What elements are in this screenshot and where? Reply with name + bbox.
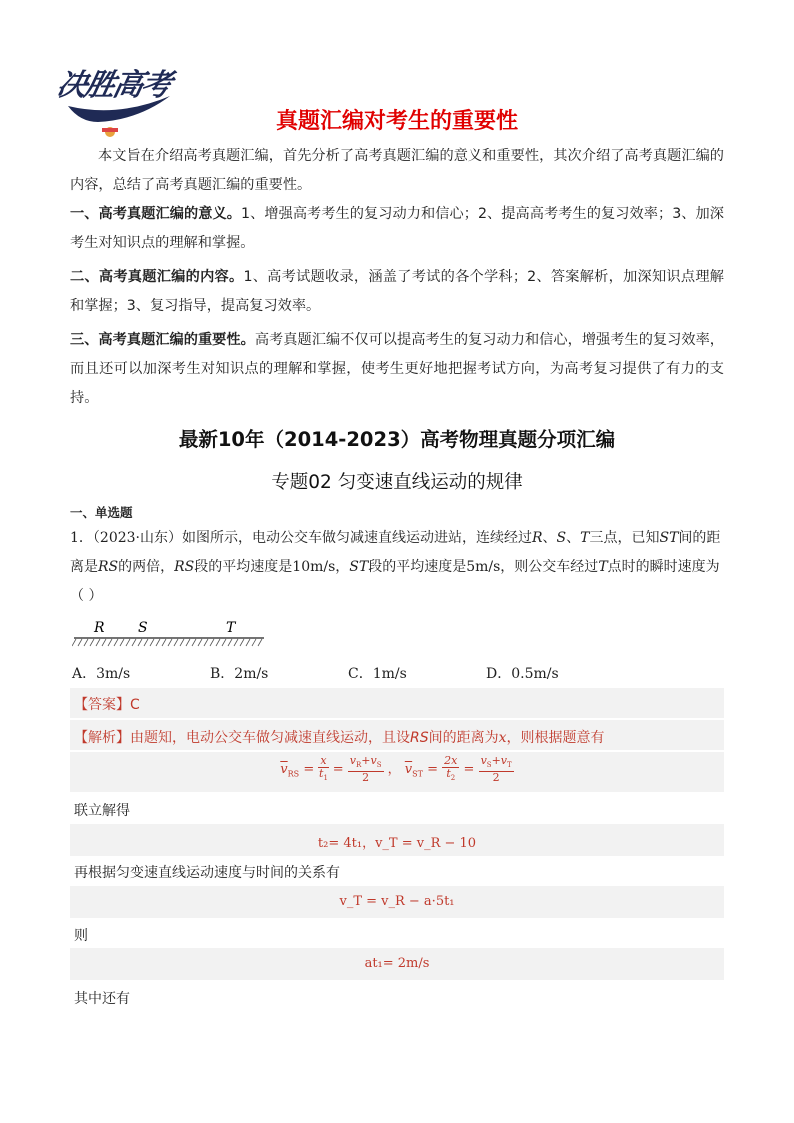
collection-title: 最新10年（2014-2023）高考物理真题分项汇编 [178, 428, 616, 451]
zai-text: 再根据匀变速直线运动速度与时间的关系有 [74, 865, 340, 881]
ze-text: 则 [74, 928, 88, 944]
question-1: 1．（2023·山东）如图所示，电动公交车做匀减速直线运动进站，连续经过R、S、T三点，已知ST间的距离是RS的两倍，RS段的平均速度是10m/s，ST段的平均速度是5m/s，则公交车经过T点时的瞬时速度为（ ） [70, 530, 721, 604]
section-heading: 一、单选题 [70, 505, 133, 520]
formula-4: at₁= 2m/s [364, 956, 430, 971]
point-2 [70, 263, 724, 321]
page-title: 真题汇编对考生的重要性 [275, 109, 518, 134]
analysis: 【解析】由题知，电动公交车做匀减速直线运动，且设RS间的距离为x，则根据题意有 [74, 730, 605, 746]
answer-band [70, 688, 724, 718]
topic-title: 专题02 匀变速直线运动的规律 [271, 472, 523, 493]
point-1-head: 一、高考真题汇编的意义。 [70, 206, 241, 222]
road-diagram [72, 616, 268, 652]
logo-text: 决胜高考 [53, 68, 173, 103]
point-1-body: 1、增强高考考生的复习动力和信心；2、提高高考考生的复习效率；3、加深考生对知识点的理解和掌握。 [70, 206, 724, 251]
answer: 【答案】C [74, 697, 140, 713]
point-3 [70, 326, 724, 413]
choice-b[interactable]: B．2m/s [210, 666, 269, 682]
formula-2: t₂= 4t₁，v_T = v_R − 10 [317, 836, 477, 851]
point-2-head: 二、高考真题汇编的内容。 [70, 269, 244, 285]
choice-d[interactable]: D．0.5m/s [486, 666, 559, 682]
point-2-body: 1、高考试题收录，涵盖了考试的各个学科；2、答案解析，加深知识点理解和掌握；3、复习指导，提高复习效率。 [70, 269, 724, 314]
qizhong-text: 其中还有 [74, 991, 130, 1007]
intro-paragraph: 本文旨在介绍高考真题汇编，首先分析了高考真题汇编的意义和重要性，其次介绍了高考真题汇编的内容，总结了高考真题汇编的重要性。 [70, 148, 724, 193]
choice-a[interactable]: A．3m/s [72, 666, 131, 682]
point-1 [70, 200, 724, 258]
choice-c[interactable]: C．1m/s [348, 666, 407, 682]
point-3-body: 高考真题汇编不仅可以提高考生的复习动力和信心，增强考生的复习效率，而且还可以加深考生对知识点的理解和掌握，使考生更好地把握考试方向，为高考复习提供了有力的支持。 [70, 332, 724, 406]
lianli-text: 联立解得 [74, 803, 130, 819]
formula-3: v_T = v_R − a·5t₁ [339, 894, 455, 909]
point-r-label: R [94, 620, 105, 636]
point-t-label: T [226, 620, 236, 636]
point-s-label: S [138, 620, 148, 636]
point-3-head: 三、高考真题汇编的重要性。 [70, 332, 255, 348]
formula-1: $\overline{v}_{RS}$ = $\frac{x}{t_1}$ = $\frac{v_R+v_S}{2}$ ， $\overline{v}_{ST}$ = $\frac{2x}{t_2}$ = $\frac{v_S+v_T}{2}$ [280, 754, 512, 785]
